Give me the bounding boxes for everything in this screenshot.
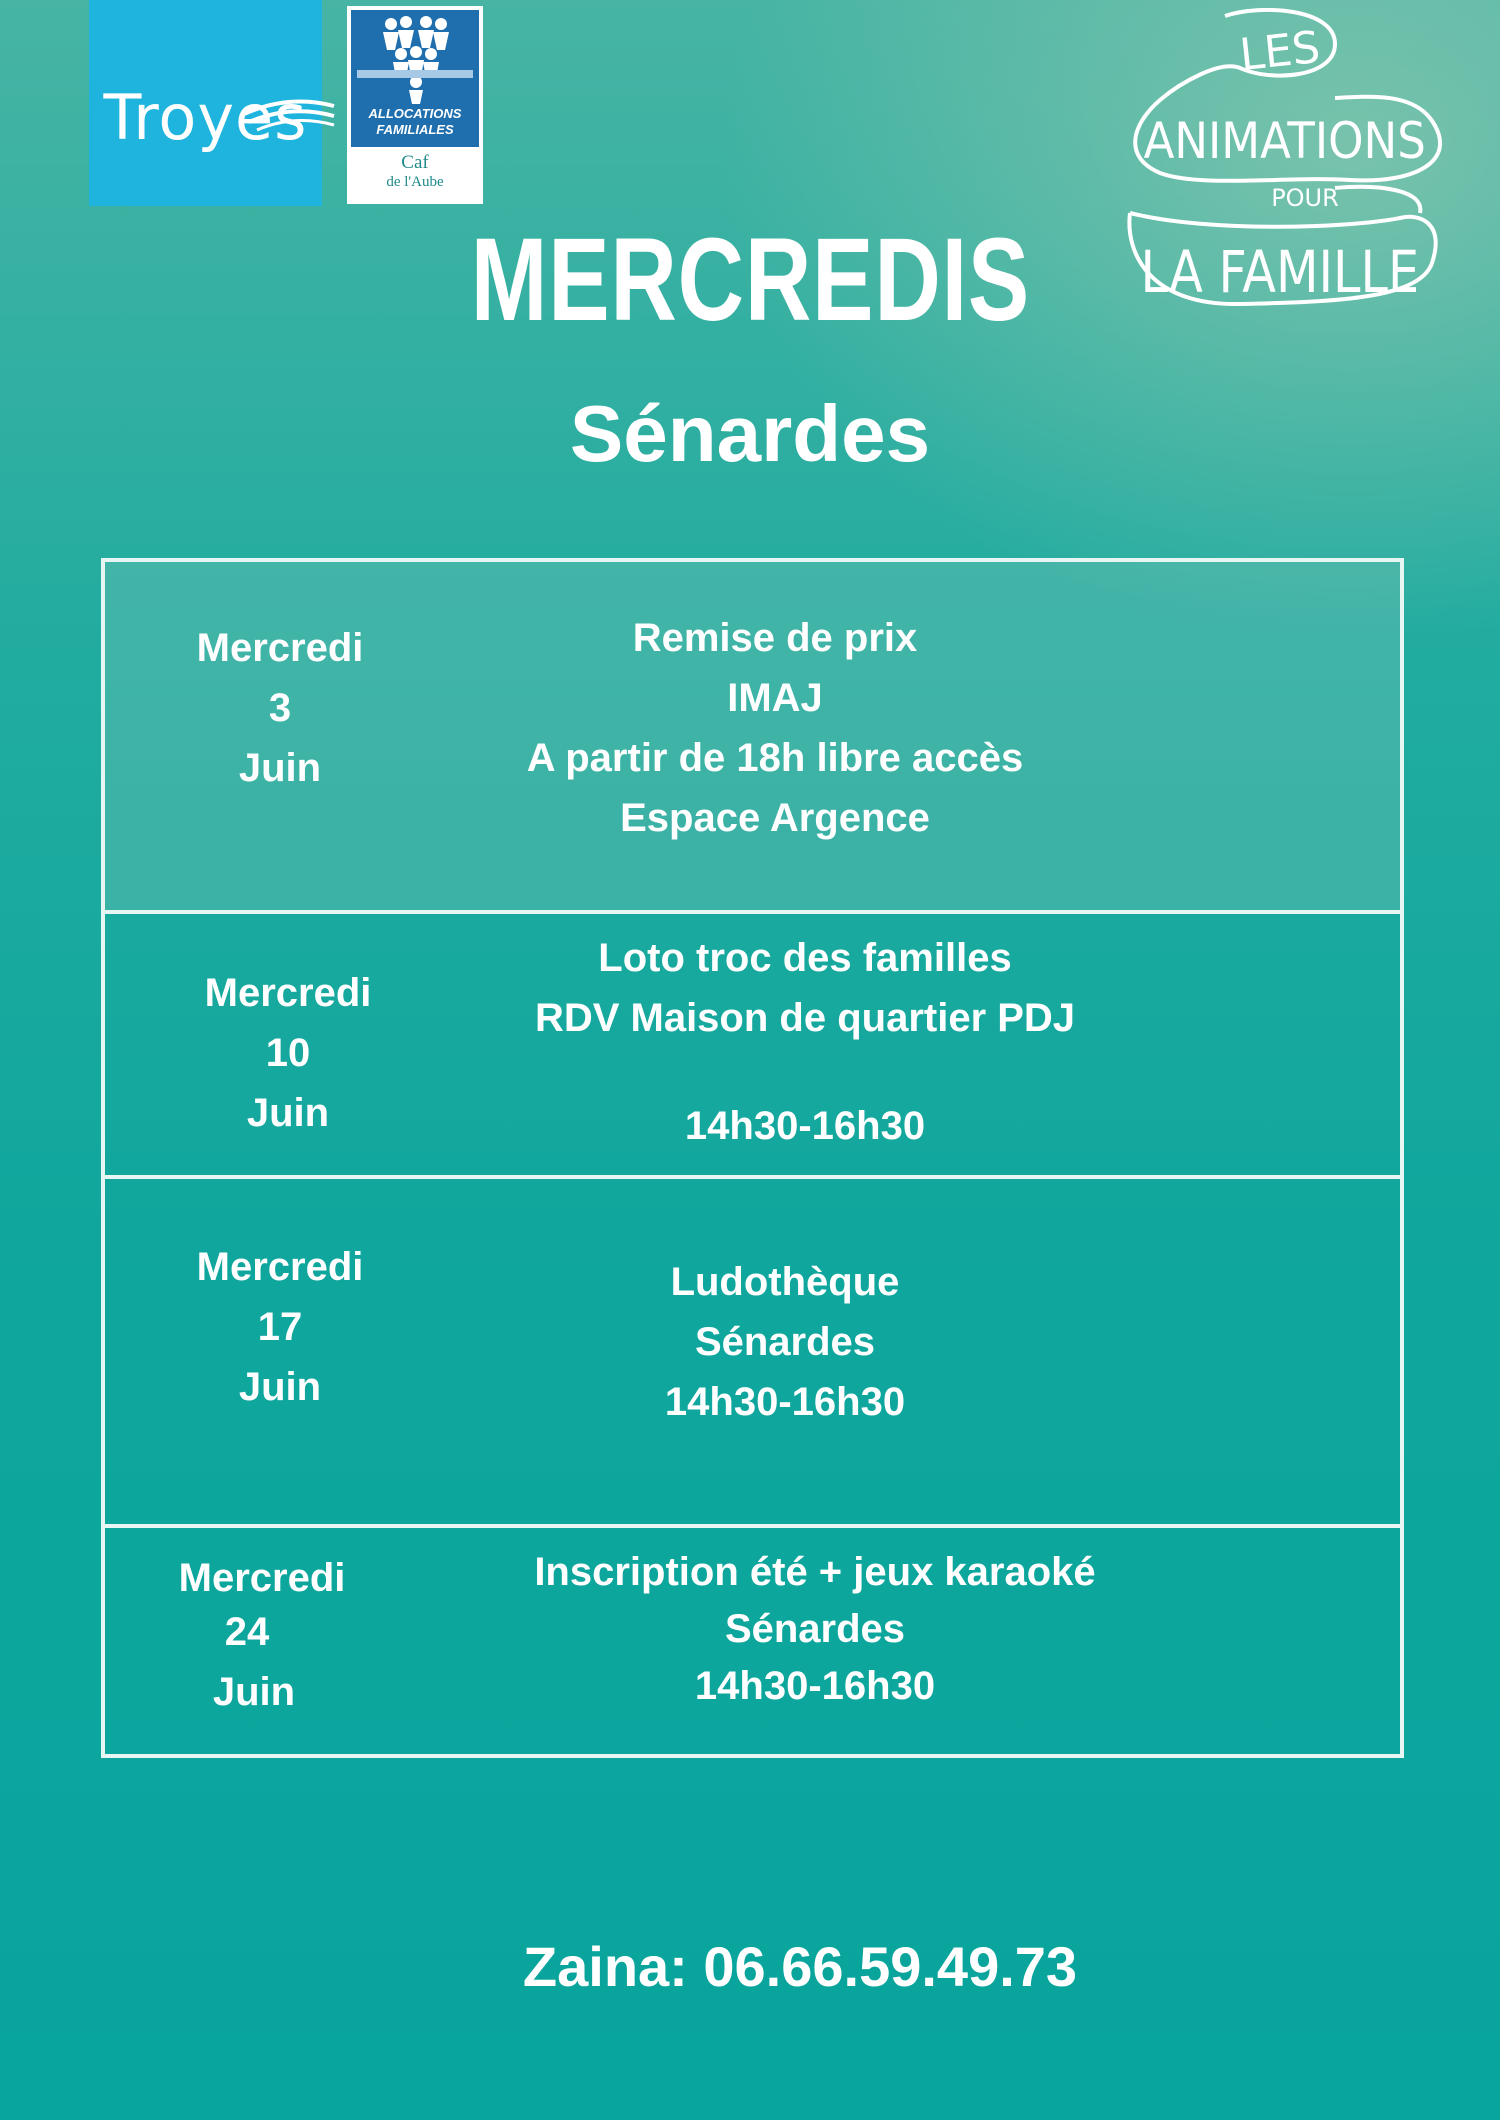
animations-les-text: LES — [1237, 21, 1323, 82]
caf-logo — [347, 6, 483, 204]
activity-line: Loto troc des familles — [598, 936, 1012, 980]
caf-text-line1: ALLOCATIONS — [368, 106, 462, 121]
caf-name: Caf — [401, 152, 429, 173]
troyes-logo-text: Troyes — [103, 80, 308, 154]
activity-line: Sénardes — [694, 1320, 876, 1364]
row-activity — [475, 608, 1075, 848]
row-divider — [105, 910, 1400, 914]
contact-phone: Zaina: 06.66.59.49.73 — [522, 1935, 1078, 1998]
day-label: Mercredi — [196, 1245, 364, 1289]
troyes-logo — [89, 0, 322, 206]
animations-main-text: ANIMATIONS — [1143, 112, 1426, 171]
activity-line: 14h30-16h30 — [684, 1104, 926, 1148]
day-label: Mercredi — [204, 971, 372, 1015]
activity-line: IMAJ — [727, 676, 823, 720]
row-activity — [490, 1544, 1140, 1715]
day-label: Mercredi — [178, 1556, 346, 1600]
page-title: MERCREDIS — [470, 214, 1031, 346]
activity-line: RDV Maison de quartier PDJ — [534, 996, 1076, 1040]
caf-band — [357, 70, 473, 78]
row-divider — [105, 1524, 1400, 1528]
troyes-swoosh-icon — [239, 94, 339, 134]
day-number: 17 — [257, 1305, 303, 1349]
activity-line: Ludothèque — [670, 1260, 900, 1304]
caf-family-icon — [381, 16, 451, 104]
activity-line: Sénardes — [724, 1607, 906, 1651]
animations-famille-text: LA FAMILLE — [1140, 238, 1420, 307]
month-label: Juin — [238, 746, 322, 790]
row-date — [127, 1548, 397, 1722]
day-label: Mercredi — [196, 626, 364, 670]
activity-line: 14h30-16h30 — [664, 1380, 906, 1424]
caf-department: de l'Aube — [386, 174, 444, 190]
month-label: Juin — [238, 1365, 322, 1409]
activity-line: Espace Argence — [620, 796, 930, 840]
activity-line: Inscription été + jeux karaoké — [534, 1550, 1096, 1594]
row-divider — [105, 1175, 1400, 1179]
animations-pour-text: POUR — [1271, 184, 1339, 212]
day-number: 24 — [224, 1610, 270, 1654]
page-subtitle: Sénardes — [569, 389, 931, 478]
day-number: 3 — [268, 686, 292, 730]
caf-text-line2: FAMILIALES — [376, 122, 454, 137]
day-number: 10 — [265, 1031, 311, 1075]
activity-line: Remise de prix — [632, 616, 918, 660]
month-label: Juin — [246, 1091, 330, 1135]
row-activity — [485, 1252, 1085, 1432]
activity-line: A partir de 18h libre accès — [526, 736, 1024, 780]
row-date — [153, 963, 423, 1143]
month-label: Juin — [212, 1670, 296, 1714]
row-activity — [485, 928, 1125, 1156]
row-date — [145, 1237, 415, 1417]
schedule-table — [101, 558, 1404, 1758]
activity-line: 14h30-16h30 — [694, 1664, 936, 1708]
row-date — [145, 618, 415, 798]
